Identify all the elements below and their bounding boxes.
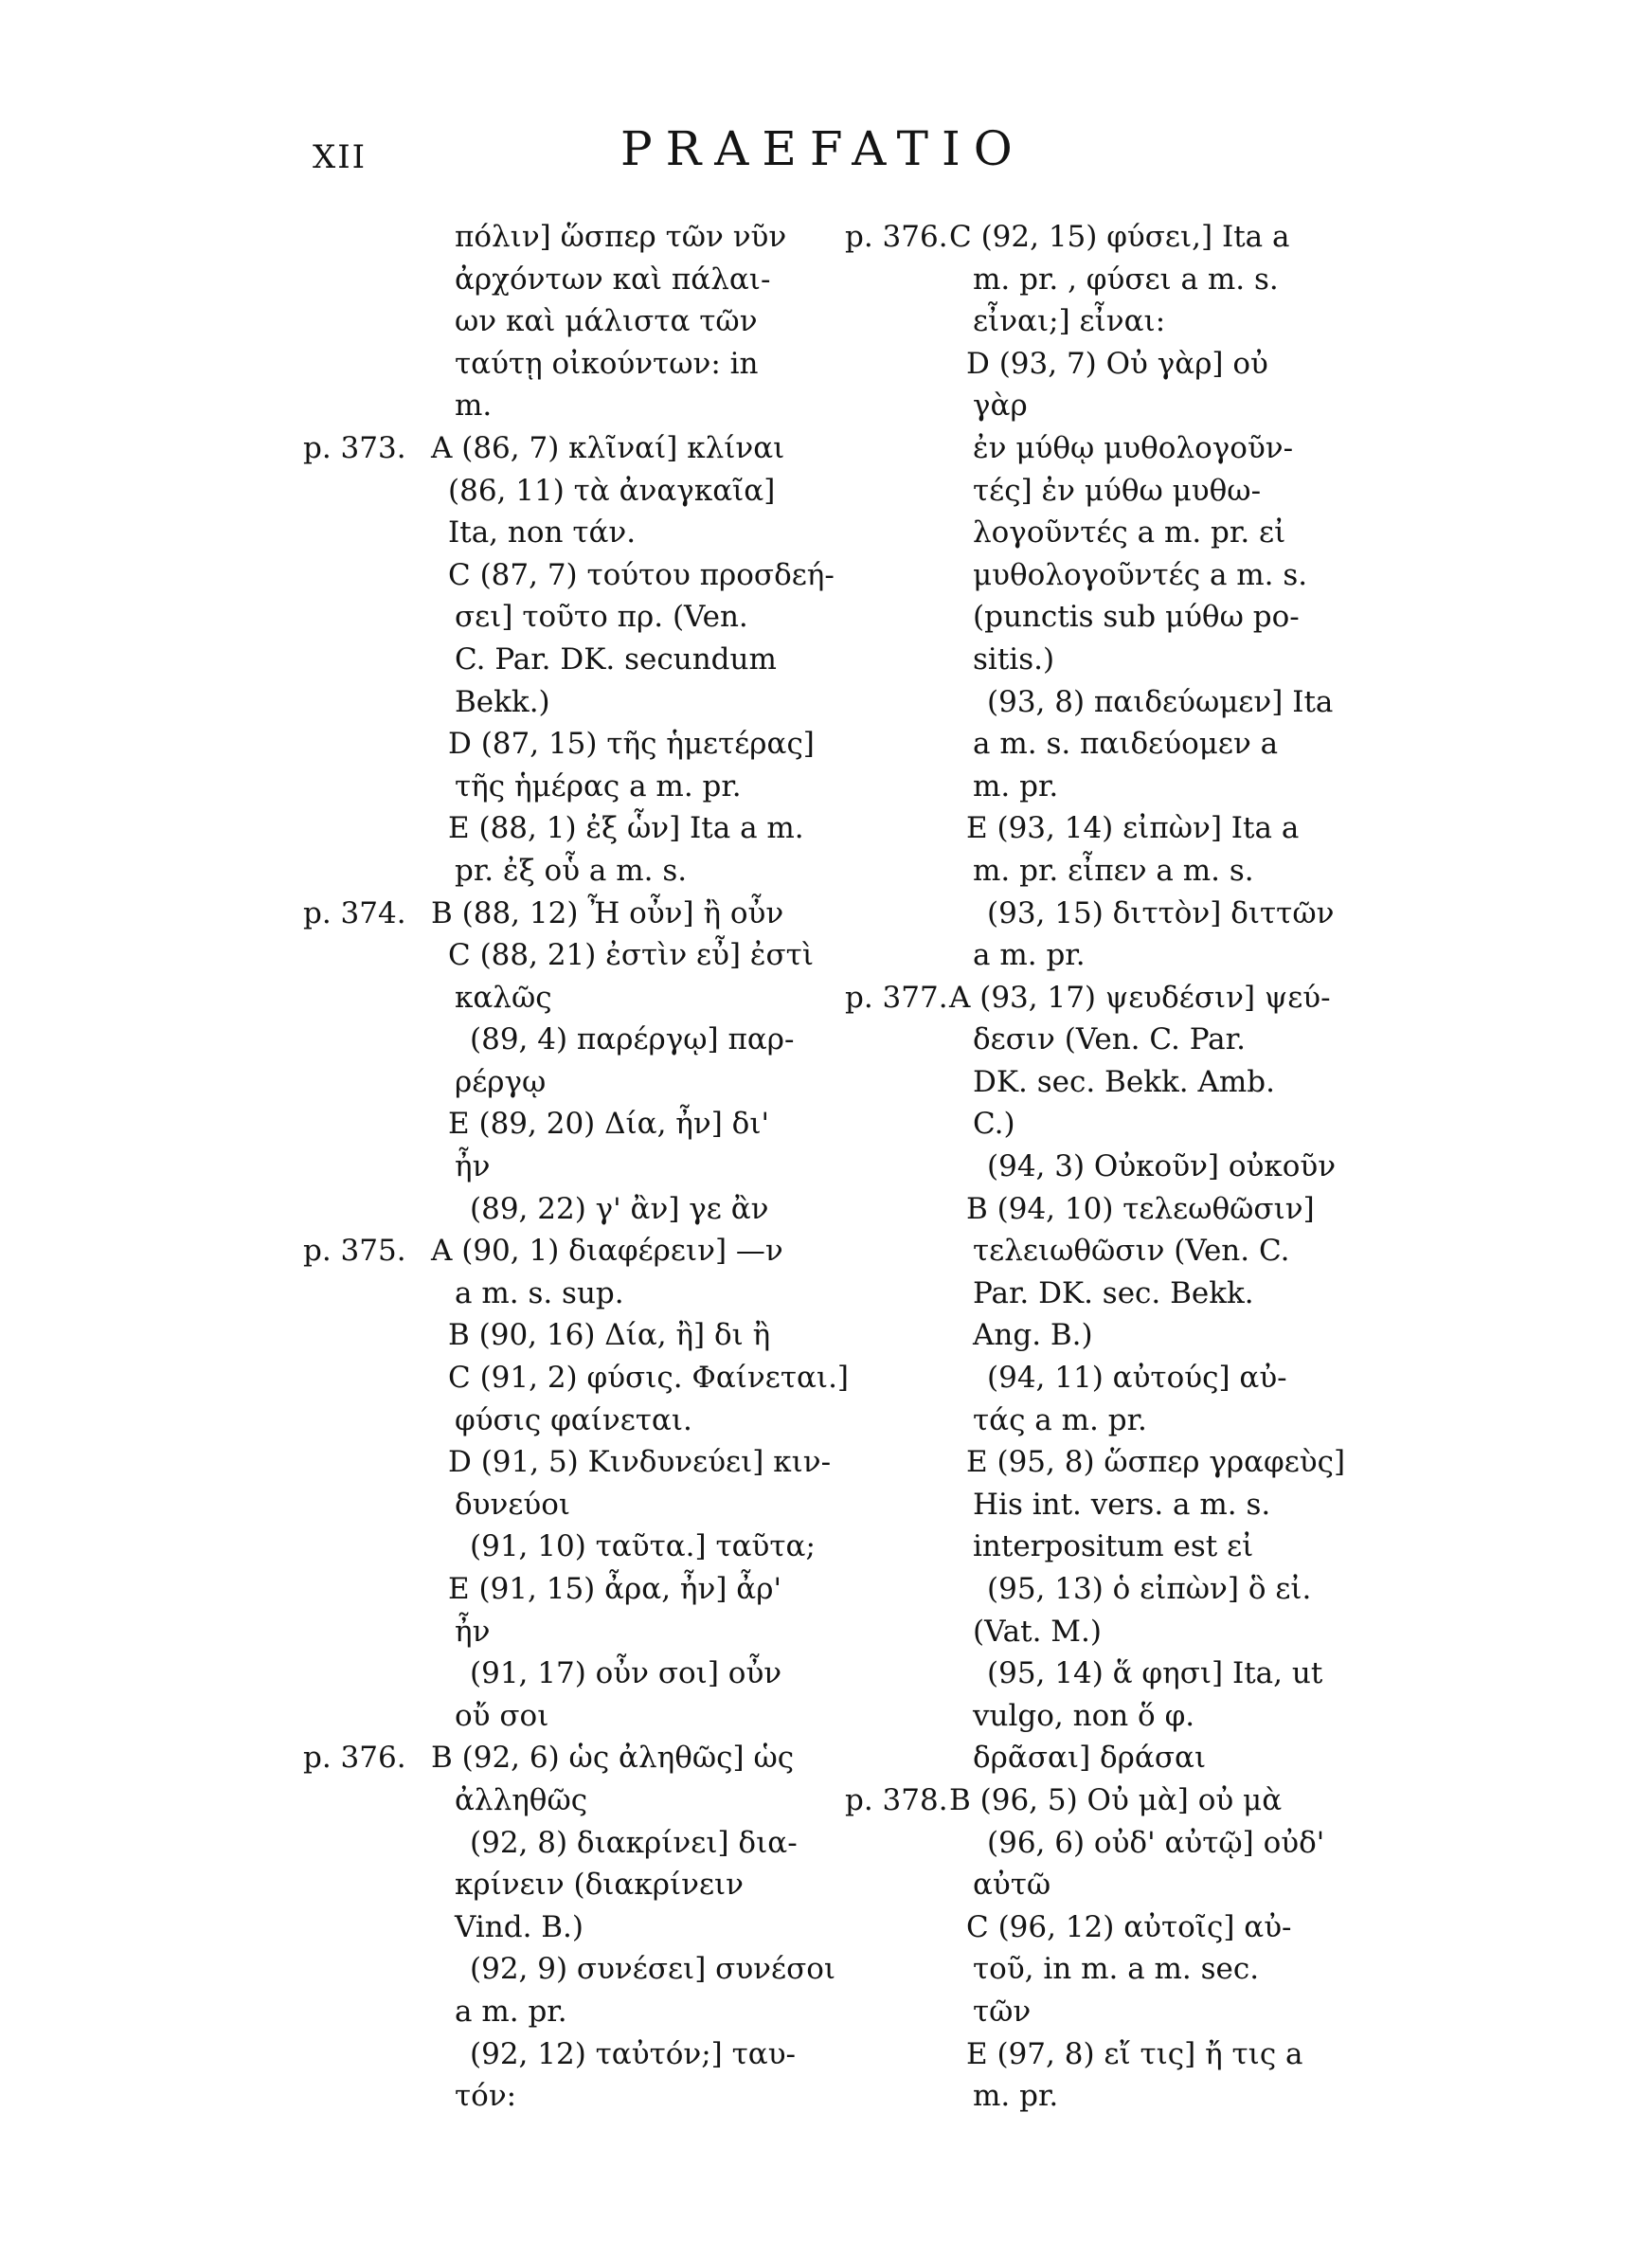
text-line (845, 1230, 1347, 1273)
text-line (845, 216, 1347, 259)
text-line (303, 850, 834, 893)
line-text: Vind. B.) (455, 1909, 584, 1944)
text-line (303, 427, 834, 470)
line-text: a m. s. παιδεύομεν a (973, 727, 1279, 762)
line-text: B (94, 10) τελεωθῶσιν] (966, 1191, 1315, 1226)
line-text: τές] ἐν μύθω μυθω- (973, 473, 1262, 508)
text-line (845, 1273, 1347, 1315)
text-line (303, 470, 834, 513)
line-text: (92, 8) διακρίνει] δια- (470, 1825, 798, 1860)
line-text: ἦν (455, 1149, 491, 1184)
line-text: D (91, 5) Κινδυνεύει] κιν- (448, 1445, 832, 1480)
line-text: B (96, 5) Οὐ μὰ] οὐ μὰ (949, 1782, 1283, 1817)
line-text: vulgo, non ὅ φ. (973, 1698, 1195, 1733)
text-line (845, 385, 1347, 427)
text-line (845, 807, 1347, 850)
text-line (845, 1864, 1347, 1906)
line-text: interpositum est εἰ (973, 1529, 1254, 1564)
line-text: D (87, 15) τῆς ἡμετέρας] (448, 727, 815, 762)
text-line (845, 2033, 1347, 2076)
text-line (303, 1146, 834, 1188)
text-line (845, 1611, 1347, 1653)
text-line (303, 1864, 834, 1906)
text-line (845, 1146, 1347, 1188)
text-line (845, 893, 1347, 935)
line-text: (92, 12) ταὐτόν;] ταυ- (470, 2036, 797, 2071)
line-text: C.) (973, 1107, 1015, 1142)
text-line (303, 1991, 834, 2033)
line-text: m. pr. , φύσει a m. s. (973, 262, 1279, 297)
line-text: (punctis sub μύθω po- (973, 600, 1300, 635)
text-line (303, 1652, 834, 1695)
text-line (303, 1737, 834, 1779)
line-text: C (87, 7) τούτου προσδεή- (448, 557, 835, 592)
line-text: (86, 11) τὰ ἀναγκαῖα] (448, 473, 776, 508)
text-line (303, 1695, 834, 1738)
line-text: C (91, 2) φύσις. Φαίνεται.] (448, 1361, 850, 1396)
text-line (303, 1103, 834, 1146)
left-column (303, 216, 850, 2118)
text-line (303, 639, 834, 681)
text-line (303, 385, 834, 427)
line-text: (92, 9) συνέσει] συνέσοι (470, 1952, 836, 1987)
text-line (845, 1188, 1347, 1231)
line-text: a m. s. sup. (455, 1275, 624, 1310)
line-text: D (93, 7) Οὐ γὰρ] οὐ (966, 346, 1268, 381)
line-text: (94, 11) αὐτούς] αὐ- (987, 1361, 1287, 1396)
line-text: His int. vers. a m. s. (973, 1487, 1271, 1522)
line-text: τελειωθῶσιν (Ven. C. (973, 1234, 1290, 1269)
text-line (845, 2075, 1347, 2118)
text-line (303, 766, 834, 808)
page-header (0, 121, 1652, 197)
line-text: (89, 22) γ' ἂν] γε ἂν (470, 1191, 769, 1226)
text-line (845, 343, 1347, 386)
text-line (303, 596, 834, 639)
line-text: (96, 6) οὐδ' αὐτῷ] οὐδ' (987, 1825, 1325, 1860)
line-text: m. (455, 388, 493, 424)
line-text: (91, 17) οὖν σοι] οὖν (470, 1656, 782, 1691)
line-text: C (96, 12) αὐτοῖς] αὐ- (966, 1909, 1292, 1944)
line-text: τοῦ, in m. a m. sec. (973, 1952, 1260, 1987)
line-text: Ita, non τάν. (448, 515, 637, 551)
line-text: δυνεύοι (455, 1487, 571, 1522)
line-text: E (97, 8) εἴ τις] ἤ τις a (966, 2036, 1303, 2071)
line-text: (94, 3) Οὐκοῦν] οὐκοῦν (987, 1149, 1337, 1184)
text-line (303, 1948, 834, 1991)
line-text: E (91, 15) ἆρα, ἦν] ἆρ' (448, 1572, 781, 1606)
text-line (845, 1441, 1347, 1484)
line-text: τάς a m. pr. (973, 1402, 1147, 1437)
text-line (845, 1061, 1347, 1104)
text-line (845, 259, 1347, 301)
line-text: (93, 8) παιδεύωμεν] Ita (987, 684, 1334, 719)
line-text: (91, 10) ταῦτα.] ταῦτα; (470, 1529, 816, 1564)
text-line (845, 766, 1347, 808)
line-text: μυθολογοῦντές a m. s. (973, 557, 1308, 592)
line-text: ἐν μύθῳ μυθολογοῦν- (973, 430, 1294, 465)
text-line (845, 934, 1347, 977)
line-text: ων καὶ μάλιστα τῶν (455, 304, 758, 339)
text-line (845, 850, 1347, 893)
line-text: C. Par. DK. secundum (455, 641, 777, 677)
page-reference: p. 374. (303, 895, 406, 930)
right-column (845, 216, 1347, 2118)
text-line (303, 512, 834, 554)
text-line (303, 893, 834, 935)
text-line (845, 1019, 1347, 1061)
line-text: E (89, 20) Δία, ἦν] δι' (448, 1107, 770, 1142)
text-line (303, 1273, 834, 1315)
line-text: λογοῦντές a m. pr. εἰ (973, 515, 1286, 551)
text-line (303, 1061, 834, 1104)
line-text: C (92, 15) φύσει,] Ita a (949, 220, 1290, 254)
text-line (303, 1568, 834, 1611)
text-line (845, 1652, 1347, 1695)
line-text: A (93, 17) ψευδέσιν] ψεύ- (949, 980, 1331, 1015)
page-reference: p. 378. (845, 1782, 948, 1817)
text-line (303, 554, 834, 597)
text-line (303, 681, 834, 724)
text-line (845, 1357, 1347, 1399)
text-line (303, 1230, 834, 1273)
line-text: πόλιν] ὥσπερ τῶν νῦν (455, 220, 787, 254)
line-text: αὐτῶ (973, 1868, 1051, 1903)
text-line (845, 639, 1347, 681)
line-text: m. pr. (973, 768, 1059, 803)
page-reference: p. 375. (303, 1234, 406, 1269)
line-text: pr. ἐξ οὗ a m. s. (455, 853, 688, 888)
line-text: (95, 14) ἅ φησι] Ita, ut (987, 1656, 1323, 1691)
line-text: E (88, 1) ἐξ ὧν] Ita a m. (448, 811, 804, 846)
page-reference: p. 373. (303, 430, 406, 465)
text-line (303, 259, 834, 301)
text-line (303, 1441, 834, 1484)
text-line (845, 977, 1347, 1020)
page-reference: p. 377. (845, 980, 948, 1015)
text-line (845, 681, 1347, 724)
line-text: Par. DK. sec. Bekk. (973, 1275, 1254, 1310)
line-text: Ang. B.) (973, 1318, 1093, 1353)
line-text: Bekk.) (455, 684, 550, 719)
line-text: C (88, 21) ἐστὶν εὖ] ἐστὶ (448, 938, 814, 973)
text-line (845, 1779, 1347, 1822)
line-text: δρᾶσαι] δράσαι (973, 1741, 1207, 1776)
text-line (845, 300, 1347, 343)
line-text: τῶν (973, 1994, 1032, 2029)
text-line (845, 1991, 1347, 2033)
line-text: DK. sec. Bekk. Amb. (973, 1064, 1275, 1099)
line-text: ἀρχόντων καὶ πάλαι- (455, 262, 771, 297)
text-line (303, 934, 834, 977)
text-line (303, 2075, 834, 2118)
line-text: ταύτῃ οἰκούντων: in (455, 346, 759, 381)
line-text: γὰρ (973, 388, 1028, 424)
text-line (303, 1188, 834, 1231)
text-line (303, 977, 834, 1020)
text-line (845, 1822, 1347, 1865)
line-text: ρέργῳ (455, 1064, 547, 1099)
line-text: σει] τοῦτο πρ. (Ven. (455, 600, 748, 635)
text-line (845, 1948, 1347, 1991)
line-text: δεσιν (Ven. C. Par. (973, 1022, 1246, 1057)
text-line (845, 1568, 1347, 1611)
line-text: m. pr. (973, 2079, 1059, 2114)
text-line (845, 1737, 1347, 1779)
line-text: τῆς ἡμέρας a m. pr. (455, 768, 742, 803)
text-line (303, 1526, 834, 1568)
text-line (303, 1357, 850, 1399)
line-text: ἀλληθῶς (455, 1782, 588, 1817)
line-text: sitis.) (973, 641, 1055, 677)
page-number: XII (313, 138, 368, 176)
running-title: PRAEFATIO (620, 121, 1026, 176)
page-reference: p. 376. (303, 1741, 406, 1776)
text-line (303, 1611, 834, 1653)
text-line (845, 470, 1347, 513)
line-text: τόν: (455, 2079, 517, 2114)
text-line (303, 1399, 834, 1442)
line-text: εἶναι;] εἶναι: (973, 304, 1166, 339)
text-line (845, 1906, 1347, 1949)
text-line (303, 1822, 834, 1865)
line-text: καλῶς (455, 980, 552, 1015)
line-text: m. pr. εἶπεν a m. s. (973, 853, 1254, 888)
line-text: (Vat. M.) (973, 1614, 1102, 1649)
line-text: (95, 13) ὁ εἰπὼν] ὃ εἰ. (987, 1572, 1312, 1606)
line-text: ἦν (455, 1614, 491, 1649)
text-line (303, 1484, 834, 1526)
text-line (845, 1103, 1347, 1146)
text-line (303, 1779, 834, 1822)
line-text: B (92, 6) ὡς ἀληθῶς] ὡς (431, 1741, 795, 1776)
text-line (845, 1526, 1347, 1568)
line-text: a m. pr. (455, 1994, 567, 2029)
text-line (303, 1314, 834, 1357)
line-text: B (88, 12) Ἦ οὖν] ἢ οὖν (431, 895, 784, 930)
text-line (845, 1484, 1347, 1526)
text-line (303, 1906, 834, 1949)
text-line (845, 427, 1347, 470)
line-text: κρίνειν (διακρίνειν (455, 1868, 745, 1903)
line-text: A (86, 7) κλῖναί] κλίναι (431, 430, 785, 465)
text-line (303, 1019, 834, 1061)
line-text: E (93, 14) εἰπὼν] Ita a (966, 811, 1300, 846)
text-line (845, 1314, 1347, 1357)
text-line (303, 723, 834, 766)
text-line (303, 343, 834, 386)
text-line (303, 2033, 834, 2076)
text-line (845, 723, 1347, 766)
line-text: A (90, 1) διαφέρειν] —ν (431, 1234, 783, 1269)
text-line (303, 807, 834, 850)
text-line (845, 1695, 1347, 1738)
line-text: B (90, 16) Δία, ἢ] δι ἢ (448, 1318, 771, 1353)
text-line (845, 596, 1347, 639)
page-reference: p. 376. (845, 220, 948, 254)
line-text: E (95, 8) ὥσπερ γραφεὺς] (966, 1445, 1346, 1480)
line-text: (93, 15) διττὸν] διττῶν (987, 895, 1335, 930)
line-text: φύσις φαίνεται. (455, 1402, 692, 1437)
text-line (845, 512, 1347, 554)
line-text: (89, 4) παρέργῳ] παρ- (470, 1022, 795, 1057)
text-line (303, 300, 834, 343)
text-line (303, 216, 834, 259)
line-text: a m. pr. (973, 938, 1086, 973)
text-line (845, 1399, 1347, 1442)
text-line (845, 554, 1347, 597)
line-text: οὔ σοι (455, 1698, 549, 1733)
